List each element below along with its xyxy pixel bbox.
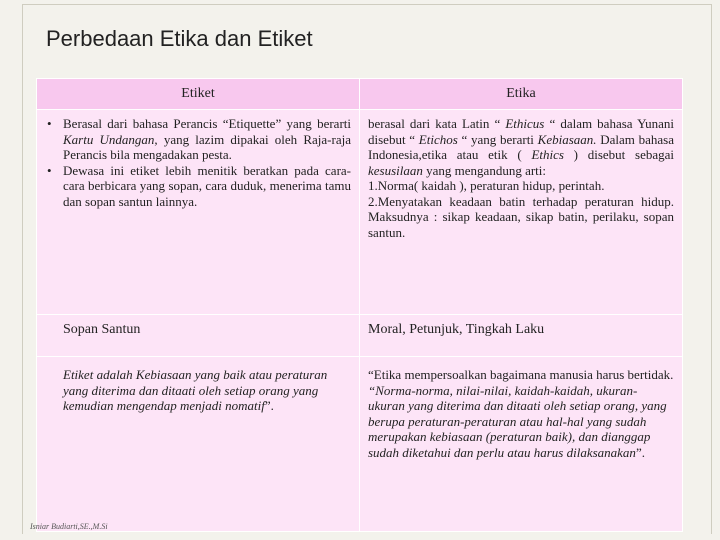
etika-text-k: yang mengandung arti: (422, 162, 546, 178)
etika-point-1: 1.Norma( kaidah ), peraturan hidup, perintah. (368, 178, 605, 193)
bullet-1-text-b: , yang lazim dipakai oleh Raja-raja Perancis bila mengadakan pesta. (63, 131, 351, 162)
etiket-synonym-cell: Sopan Santun (37, 315, 360, 357)
etika-text-i: ) disebut sebagai (563, 147, 674, 162)
etiket-origin-cell (37, 110, 360, 315)
etika-text-kebiasaan: Kebiasaan. (537, 131, 597, 147)
etiket-definition-text: Etiket adalah Kebiasaan yang baik atau peraturan yang diterima dan ditaati oleh setiap orang yang kemudian mengendap menjadi nomatif (63, 367, 328, 413)
table-header-row (37, 79, 683, 110)
etika-text-e: “ yang berarti (457, 131, 538, 147)
bullet-1-text-a: Berasal dari bahasa Perancis “Etiquette” yang berarti (63, 116, 351, 131)
header-etika: Etika (360, 79, 683, 110)
etika-point-2: 2.Menyatakan keadaan batin terhadap peraturan hidup. Maksudnya : sikap keadaan, sikap batin, perilaku, sopan santun. (368, 193, 674, 240)
etika-definition-text: “Norma-norma, nilai-nilai, kaidah-kaidah, ukuran-ukuran yang diterima dan ditaati oleh setiap orang, yang berupa peraturan-peraturan atau hal-hal yang sudah merupakan kebiasaan (peraturan baik), dan dianggap sudah diketahui dan perlu atau harus dilaksanakan (368, 382, 667, 460)
etika-definition-start: “Etika mempersoalkan bagaimana manusia harus bertidak. (368, 367, 674, 382)
bullet-1-text-italic: Kartu Undangan (63, 131, 155, 147)
etiket-definition-end: ”. (264, 398, 274, 413)
etika-text-ethics: Ethics (531, 147, 564, 162)
table-row-definition (37, 357, 683, 532)
etika-text-etichos: Etichos (418, 131, 458, 147)
table-row-origin (37, 110, 683, 315)
etika-text-kesusilaan: kesusilaan (368, 162, 423, 178)
table-row-synonym (37, 315, 683, 357)
etiket-bullet-list (45, 116, 351, 209)
etika-text-c: “ dalam bahasa Yunani disebut “ (368, 116, 674, 147)
header-etiket: Etiket (37, 79, 360, 110)
comparison-table (36, 78, 683, 532)
etiket-bullet-2 (63, 163, 351, 210)
footer-author: Isniar Budiarti,SE.,M.Si (30, 522, 108, 531)
etika-text-a: berasal dari kata Latin “ (368, 116, 506, 131)
etika-definition-end: ”. (635, 444, 645, 460)
etika-origin-cell (360, 110, 683, 315)
etika-origin-paragraph (368, 116, 674, 178)
etika-synonym-cell: Moral, Petunjuk, Tingkah Laku (360, 315, 683, 357)
bullet-2-text: Dewasa ini etiket lebih menitik beratkan pada cara-cara berbicara yang sopan, cara duduk, menerima tamu dan sopan santun lainnya. (63, 162, 351, 209)
slide-title: Perbedaan Etika dan Etiket (46, 26, 313, 51)
etiket-bullet-1 (63, 116, 351, 163)
etika-text-ethicus: Ethicus (505, 116, 545, 131)
etika-definition-cell (360, 357, 683, 532)
etiket-definition-cell (37, 357, 360, 532)
etika-text-g: Dalam bahasa Indonesia,etika atau etik ( (368, 131, 675, 162)
